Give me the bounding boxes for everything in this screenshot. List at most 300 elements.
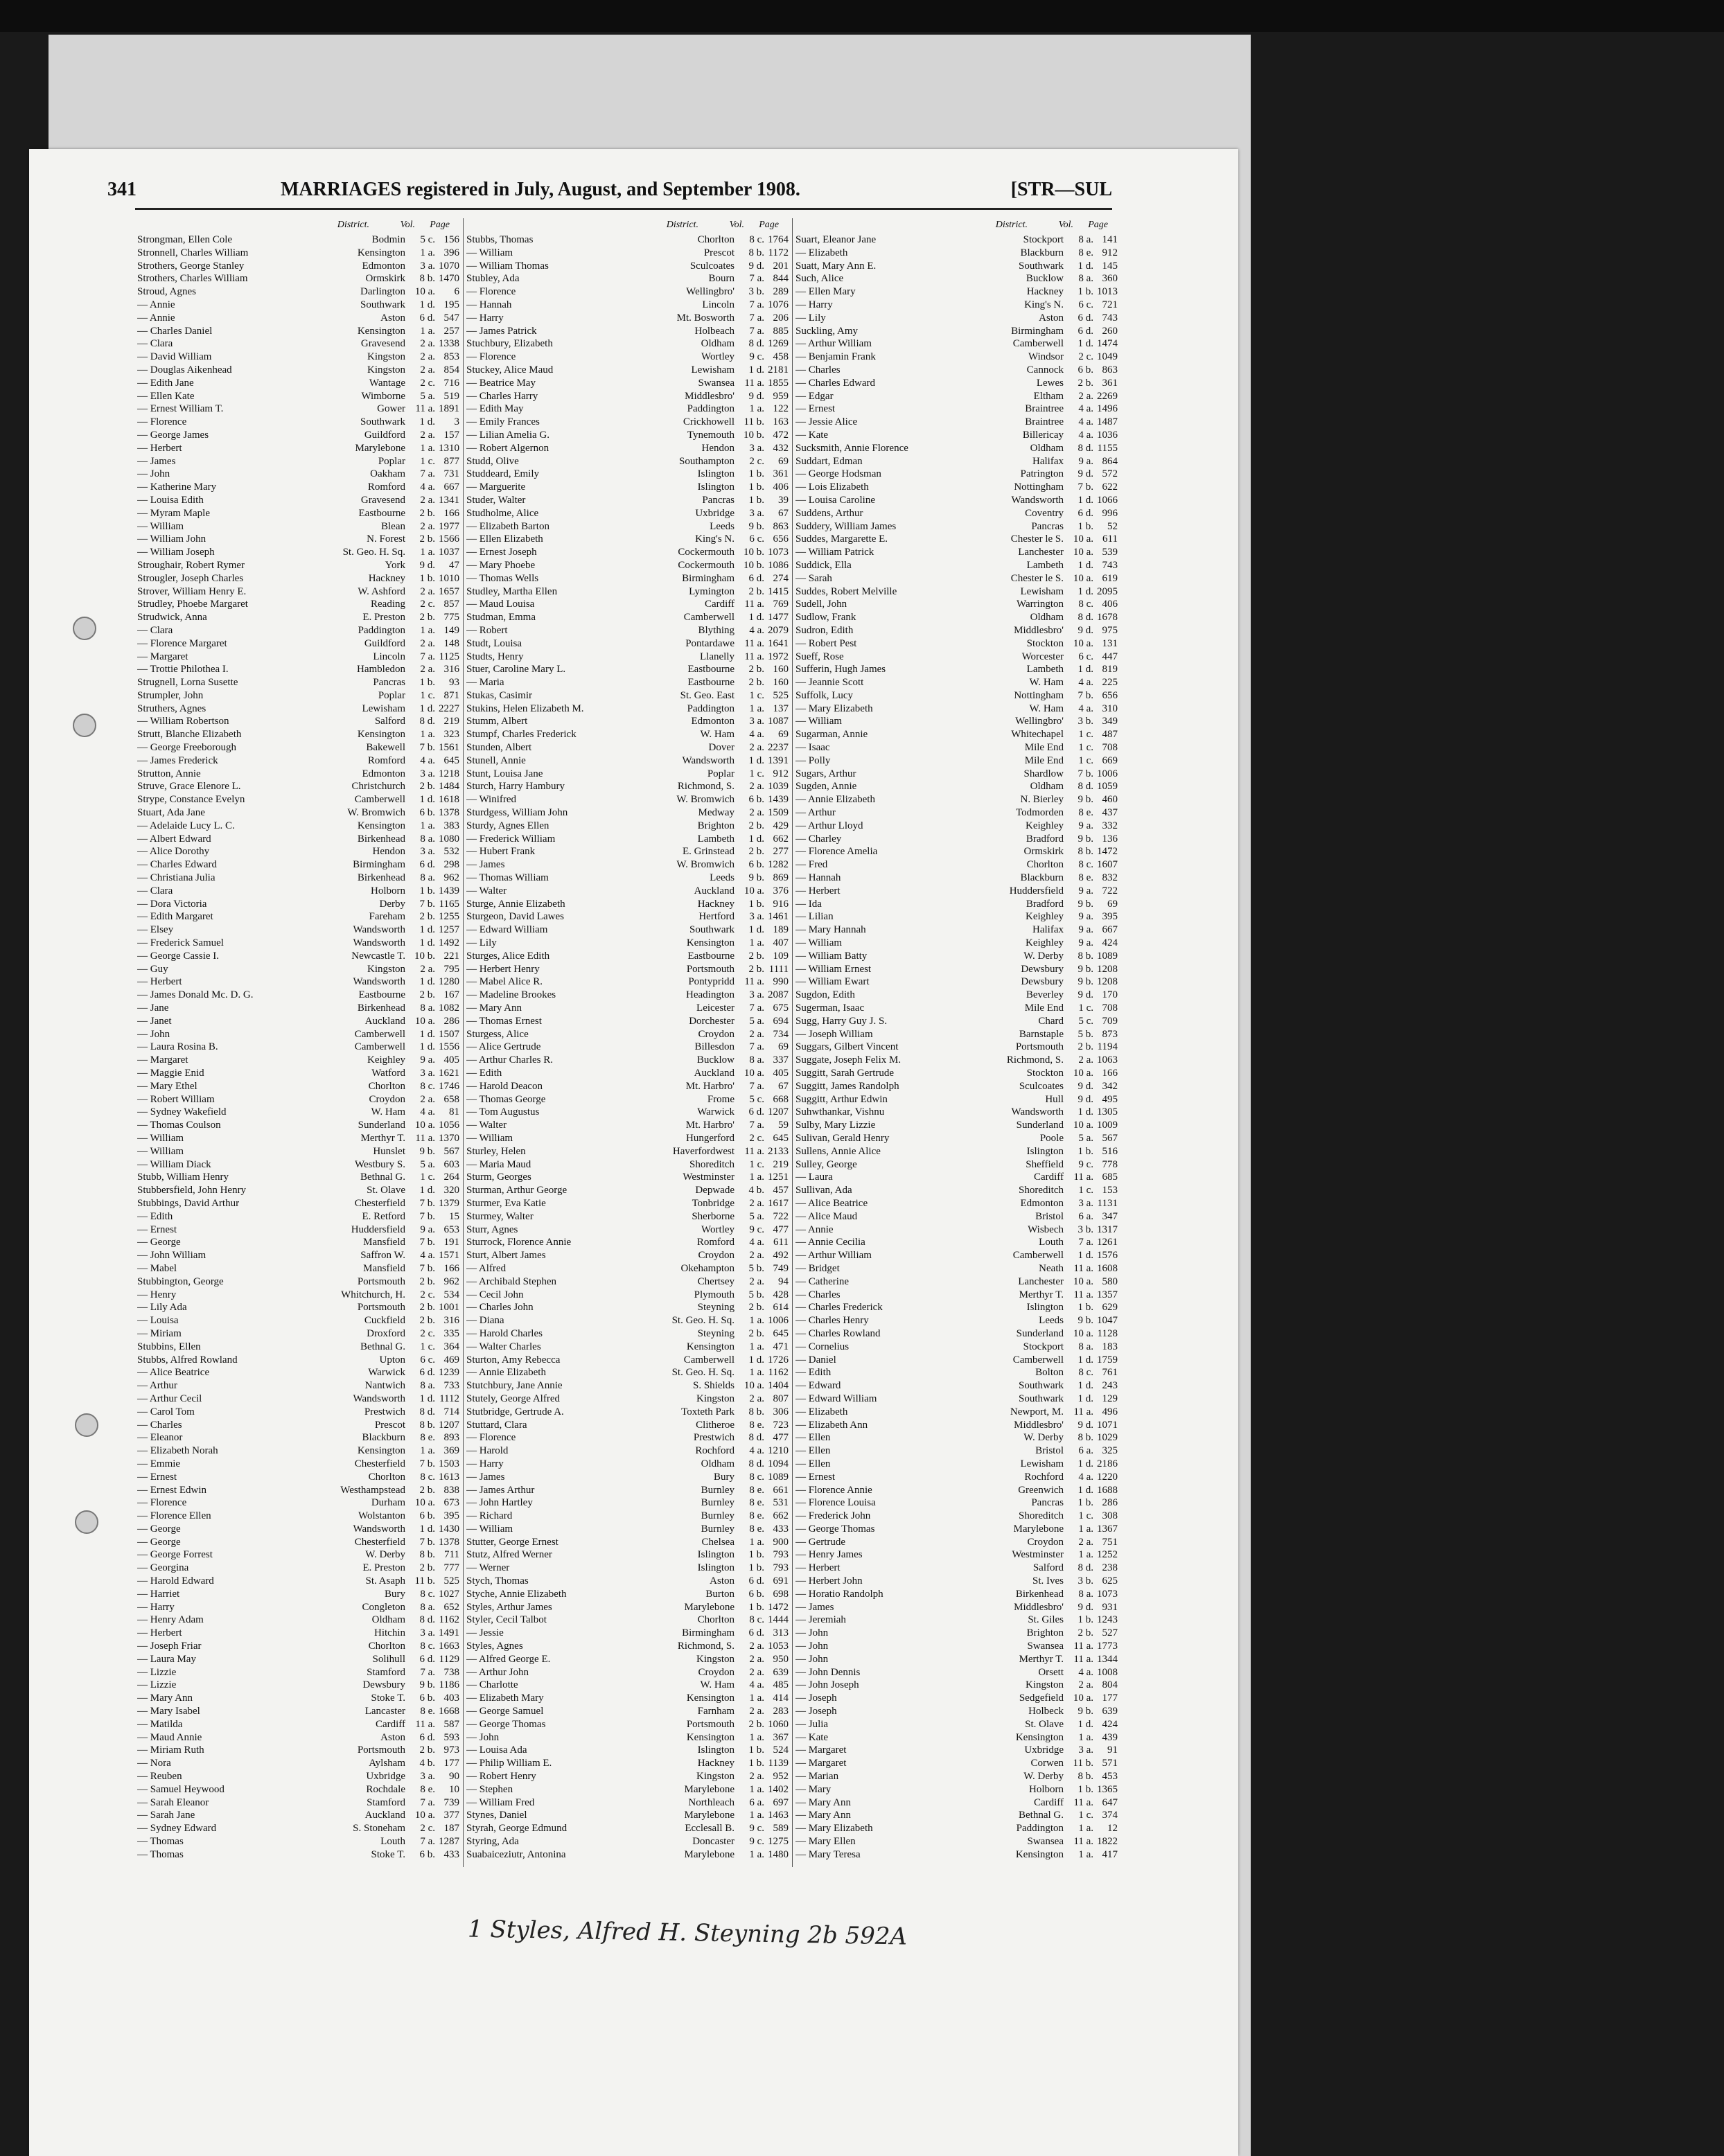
entry-volume: 8 d. [1078,1562,1093,1574]
entry-district: Portsmouth [686,1718,735,1730]
index-entry [137,351,459,364]
entry-volume: 1 c. [749,768,764,779]
entry-page: 1006 [1097,768,1118,779]
entry-name: Stunt, Louisa Jane [466,768,543,779]
entry-district: Chesterfield [354,1197,405,1209]
index-entry [795,1366,1118,1379]
entry-page: 819 [1102,664,1118,675]
entry-name: Stuckey, Alice Maud [466,364,554,375]
entry-volume: 2 b. [419,781,435,793]
entry-page: 306 [773,1406,789,1417]
entry-volume: 1 b. [419,885,435,896]
entry-district: Gravesend [360,494,405,506]
entry-name: — Thomas [137,1836,184,1848]
entry-district: Nottingham [1014,689,1064,701]
entry-volume: 2 b. [419,1562,435,1574]
entry-district: Lincoln [373,651,405,662]
index-entry [137,651,459,664]
index-entry [795,1171,1118,1184]
entry-district: Bradford [1026,833,1064,845]
entry-name: — Sarah Jane [137,1810,195,1821]
entry-page: 308 [1102,1510,1118,1522]
index-entry [466,494,789,507]
index-entry [466,1341,789,1354]
entry-page: 1496 [1097,403,1118,415]
entry-volume: 8 b. [419,1549,435,1561]
entry-name: — Mabel [137,1262,177,1274]
entry-name: — Harry [466,1458,504,1469]
entry-district: Paddington [687,703,735,714]
entry-district: Eastbourne [687,950,735,962]
entry-name: — Ellen Mary [795,286,856,298]
entry-district: Gower [377,403,405,415]
entry-district: Okehampton [680,1262,735,1274]
index-entry [795,1314,1118,1327]
entry-name: — Florence [466,286,516,298]
entry-name: — Dora Victoria [137,898,207,910]
entry-district: Mt. Harbro' [685,1080,735,1092]
index-entry [137,1458,459,1471]
index-entry [466,468,789,481]
entry-page: 377 [443,1810,459,1821]
entry-volume: 2 a. [749,807,764,819]
entry-district: Salford [374,716,405,727]
entry-volume: 2 b. [748,664,764,675]
index-entry [466,833,789,846]
entry-page: 1037 [439,547,459,558]
entry-page: 667 [443,481,459,493]
entry-volume: 8 d. [748,1458,764,1469]
entry-page: 603 [443,1158,459,1170]
entry-district: S. Stoneham [353,1823,405,1835]
entry-volume: 1 d. [419,1185,435,1196]
entry-page: 668 [773,1093,789,1105]
entry-volume: 3 b. [1078,1575,1093,1587]
entry-volume: 6 c. [749,533,764,545]
entry-page: 525 [773,689,789,701]
entry-page: 67 [778,1080,789,1092]
column-header-vol: Vol. [1058,220,1073,230]
index-entry [795,1028,1118,1041]
entry-volume: 8 e. [420,1432,435,1444]
entry-district: Middlesbro' [685,390,735,402]
entry-volume: 2 a. [420,664,435,675]
entry-page: 238 [1102,1562,1118,1574]
entry-name: — Charles [137,1419,182,1431]
entry-page: 1039 [768,781,789,793]
entry-volume: 2 a. [420,637,435,649]
entry-name: — William [466,1523,513,1535]
entry-volume: 9 a. [1078,820,1093,831]
entry-page: 1220 [1097,1471,1118,1483]
entry-name: — Mary Ethel [137,1080,197,1092]
entry-name: Sucksmith, Annie Florence [795,442,908,454]
entry-name: — Sydney Wakefield [137,1106,227,1118]
index-entry [137,1679,459,1692]
entry-volume: 9 d. [1078,468,1093,480]
index-entry [137,520,459,533]
entry-volume: 9 b. [1078,833,1093,845]
entry-name: — Emmie [137,1458,181,1469]
entry-name: — Charles John [466,1302,534,1314]
index-entry [137,1835,459,1848]
entry-name: — Beatrice May [466,377,536,389]
entry-volume: 2 c. [420,1823,435,1835]
entry-district: Warwick [697,1106,735,1118]
entry-volume: 4 a. [1078,677,1093,689]
index-entry [795,611,1118,624]
entry-name: — John William [137,1250,206,1262]
entry-page: 1059 [1097,781,1118,793]
entry-district: Rochford [695,1445,735,1457]
entry-name: — Frederick Samuel [137,937,224,949]
entry-page: 129 [1102,1393,1118,1404]
entry-page: 532 [443,846,459,858]
index-entry [466,507,789,520]
entry-page: 277 [773,846,789,858]
index-entry [466,1184,789,1197]
entry-district: Auckland [364,1810,405,1821]
entry-district: Hambledon [357,664,405,675]
entry-volume: 8 e. [420,1706,435,1717]
index-entry [137,1796,459,1810]
entry-volume: 2 a. [420,1093,435,1105]
entry-name: — Elsey [137,924,174,936]
entry-name: — Arthur William [795,1250,872,1262]
entry-district: Westhampstead [340,1484,405,1496]
entry-page: 91 [1107,1744,1118,1756]
punch-hole [73,617,96,640]
entry-volume: 8 d. [748,1432,764,1444]
entry-district: Westminster [683,1172,735,1183]
entry-name: — Myram Maple [137,507,210,519]
entry-page: 647 [1102,1796,1118,1808]
entry-district: Wandsworth [353,1393,405,1404]
index-entry [466,1744,789,1757]
entry-district: Bodmin [371,234,405,245]
entry-page: 337 [773,1054,789,1066]
index-entry [466,585,789,599]
entry-name: — Laura May [137,1653,196,1665]
index-entry [795,1406,1118,1419]
entry-page: 873 [1102,1028,1118,1040]
entry-volume: 1 a. [420,624,435,636]
index-entry [137,1106,459,1119]
entry-volume: 1 d. [419,1041,435,1053]
index-entry [795,1588,1118,1601]
entry-district: Auckland [364,1015,405,1027]
entry-page: 52 [1107,520,1118,532]
index-entry [466,1028,789,1041]
entry-page: 157 [443,429,459,441]
index-entry [795,1080,1118,1093]
entry-district: Kingston [696,1771,735,1783]
entry-name: — Robert Henry [466,1771,536,1783]
entry-page: 912 [773,768,789,779]
entry-page: 316 [443,664,459,675]
index-entry [137,845,459,858]
entry-page: 131 [1102,637,1118,649]
index-entry [466,1262,789,1275]
entry-volume: 2 b. [748,846,764,858]
entry-volume: 8 c. [1078,599,1093,610]
entry-district: Paddington [358,624,405,636]
entry-name: — James Arthur [466,1484,535,1496]
entry-district: Leicester [696,1002,735,1014]
entry-page: 1269 [768,338,789,350]
index-entry [137,1510,459,1523]
index-entry [137,1093,459,1106]
entry-volume: 6 d. [748,1575,764,1587]
index-entry [466,1249,789,1262]
entry-name: Stynes, Daniel [466,1810,527,1821]
entry-page: 973 [443,1744,459,1756]
entry-district: Todmorden [1016,807,1064,819]
entry-volume: 7 a. [749,325,764,337]
entry-name: — Herbert Henry [466,963,540,975]
index-entry [795,1327,1118,1341]
entry-page: 1275 [768,1836,789,1848]
entry-district: Kensington [686,1341,735,1352]
entry-name: — Charles Henry [795,1315,869,1327]
entry-volume: 1 c. [420,455,435,467]
index-entry [466,1210,789,1223]
entry-volume: 7 b. [1078,689,1093,701]
index-entry [466,416,789,429]
entry-page: 662 [773,1510,789,1522]
index-entry [466,598,789,611]
entry-name: — Daniel [795,1354,836,1366]
entry-district: Sculcoates [689,260,735,272]
entry-volume: 4 a. [1078,1471,1093,1483]
entry-name: — James Frederick [137,754,218,766]
index-entry [466,1171,789,1184]
entry-district: Fareham [369,911,405,923]
entry-volume: 8 c. [1078,859,1093,871]
entry-district: Eastbourne [687,664,735,675]
entry-district: Sheffield [1026,1158,1064,1170]
entry-district: Gravesend [360,338,405,350]
entry-page: 1027 [439,1588,459,1600]
index-entry [795,1301,1118,1314]
column-header-vol: Vol. [400,220,415,230]
entry-page: 1379 [439,1197,459,1209]
entry-name: Sulby, Mary Lizzie [795,1120,876,1131]
entry-district: Kensington [357,325,405,337]
entry-page: 1566 [439,533,459,545]
entry-name: — Florence Annie [795,1484,872,1496]
entry-district: Oldham [701,1458,735,1469]
entry-volume: 11 a. [1073,1641,1093,1652]
entry-volume: 1 d. [1078,1458,1093,1469]
index-entry [795,963,1118,976]
entry-page: 733 [443,1380,459,1392]
entry-volume: 2 a. [1078,1536,1093,1548]
entry-district: Camberwell [354,794,405,806]
entry-name: — Herbert [137,1627,182,1639]
entry-volume: 8 c. [1078,1367,1093,1379]
entry-district: Cardiff [1033,1172,1064,1183]
entry-page: 1341 [439,494,459,506]
entry-name: — George Freeborough [137,742,237,754]
entry-name: Studley, Martha Ellen [466,585,558,597]
entry-volume: 1 d. [748,754,764,766]
entry-name: — Jessie Alice [795,416,858,428]
entry-district: Plymouth [694,1289,735,1300]
entry-page: 471 [773,1341,789,1352]
entry-name: — Maggie Enid [137,1068,204,1079]
entry-district: Aylsham [369,1758,405,1769]
entry-page: 1378 [439,807,459,819]
entry-name: — William Batty [795,950,868,962]
index-entry [137,858,459,872]
index-entry [795,598,1118,611]
index-entry [466,1496,789,1510]
index-entry [795,833,1118,846]
entry-volume: 1 a. [749,1810,764,1821]
entry-name: — Charles Edward [137,859,217,871]
entry-district: Aston [1039,312,1064,324]
entry-district: Chesterfield [354,1536,405,1548]
entry-name: Sturt, Albert James [466,1250,546,1262]
entry-name: — Mary Teresa [795,1848,861,1860]
entry-page: 593 [443,1731,459,1743]
entry-volume: 9 b. [1078,794,1093,806]
entry-name: — Philip William E. [466,1758,552,1769]
entry-name: — Florence Amelia [795,846,878,858]
entry-page: 694 [773,1015,789,1027]
index-entry [466,989,789,1002]
index-entry [466,1015,789,1028]
entry-district: Camberwell [683,612,735,624]
entry-page: 94 [778,1275,789,1287]
entry-page: 975 [1102,624,1118,636]
entry-page: 1344 [1097,1653,1118,1665]
entry-volume: 1 d. [419,1393,435,1404]
index-entry [795,1041,1118,1054]
index-entry [795,1419,1118,1432]
entry-page: 274 [773,572,789,584]
index-entry [137,624,459,637]
index-entry [466,1718,789,1731]
entry-name: — Joseph [795,1706,837,1717]
entry-district: Beverley [1026,989,1064,1001]
entry-page: 1208 [1097,976,1118,988]
index-entry [466,481,789,494]
entry-name: — Hannah [466,299,512,310]
entry-page: 206 [773,312,789,324]
entry-name: — Lilian Amelia G. [466,429,549,441]
entry-page: 495 [1102,1093,1118,1105]
entry-volume: 6 d. [748,1627,764,1639]
entry-name: — Robert [466,624,508,636]
index-entry [466,1054,789,1067]
index-entry [466,754,789,768]
index-entry [795,494,1118,507]
entry-name: — Edward William [795,1393,877,1404]
entry-name: — Margaret [137,1054,188,1066]
index-entry [795,1184,1118,1197]
entry-name: — William Ewart [795,976,870,988]
entry-name: — George Samuel [466,1706,544,1717]
entry-district: Depwade [695,1185,735,1196]
entry-volume: 8 b. [748,247,764,258]
entry-volume: 7 a. [749,1002,764,1014]
entry-name: Sturman, Arthur George [466,1185,568,1196]
entry-page: 807 [773,1393,789,1404]
index-entry [795,989,1118,1002]
entry-name: — Kate [795,429,829,441]
entry-page: 260 [1102,325,1118,337]
entry-district: Shoreditch [689,1158,735,1170]
entry-page: 527 [1102,1627,1118,1639]
entry-district: Richmond, S. [677,1641,735,1652]
index-entry [795,780,1118,793]
index-entry [466,820,789,833]
entry-district: Guildford [364,637,405,649]
entry-volume: 10 a. [414,1120,435,1131]
index-entry [466,924,789,937]
index-entry [795,1796,1118,1810]
entry-page: 871 [443,689,459,701]
entry-volume: 8 d. [419,716,435,727]
entry-district: Southwark [1019,1380,1064,1392]
entry-name: — William [137,1145,184,1157]
entry-district: Leeds [1039,1315,1064,1327]
entry-page: 1484 [439,781,459,793]
entry-volume: 10 a. [1073,1275,1093,1287]
index-entry [466,1510,789,1523]
entry-district: Middlesbro' [1014,1601,1064,1613]
entry-volume: 9 b. [1078,976,1093,988]
index-entry [795,858,1118,872]
entry-district: Islington [697,1549,735,1561]
index-entry [795,806,1118,820]
entry-volume: 10 b. [744,547,764,558]
entry-page: 433 [773,1523,789,1535]
entry-district: Wandsworth [353,1523,405,1535]
index-entry [795,1848,1118,1862]
entry-page: 195 [443,299,459,310]
entry-page: 738 [443,1666,459,1678]
entry-volume: 1 b. [1078,286,1093,298]
entry-volume: 2 b. [419,1315,435,1327]
entry-district: Middlesbro' [1014,1419,1064,1431]
entry-volume: 1 d. [1078,1380,1093,1392]
entry-volume: 1 d. [419,703,435,714]
index-entry [137,1431,459,1444]
entry-district: Newport, M. [1010,1406,1064,1417]
entry-district: Islington [697,481,735,493]
index-entry [466,1289,789,1302]
entry-page: 1855 [768,377,789,389]
entry-volume: 11 a. [1073,1836,1093,1848]
entry-name: — Ernest [795,403,836,415]
entry-name: — Elizabeth [795,247,848,258]
entry-district: Wellingbro' [1015,716,1064,727]
index-entry [137,364,459,377]
index-entry [466,285,789,299]
entry-volume: 1 b. [419,677,435,689]
entry-district: Chorlton [368,1080,405,1092]
entry-volume: 3 b. [748,286,764,298]
entry-page: 1251 [768,1172,789,1183]
entry-district: Chelsea [701,1536,735,1548]
entry-page: 406 [1102,599,1118,610]
entry-volume: 2 c. [420,377,435,389]
entry-district: Kensington [686,1731,735,1743]
entry-district: Salford [1032,1562,1064,1574]
